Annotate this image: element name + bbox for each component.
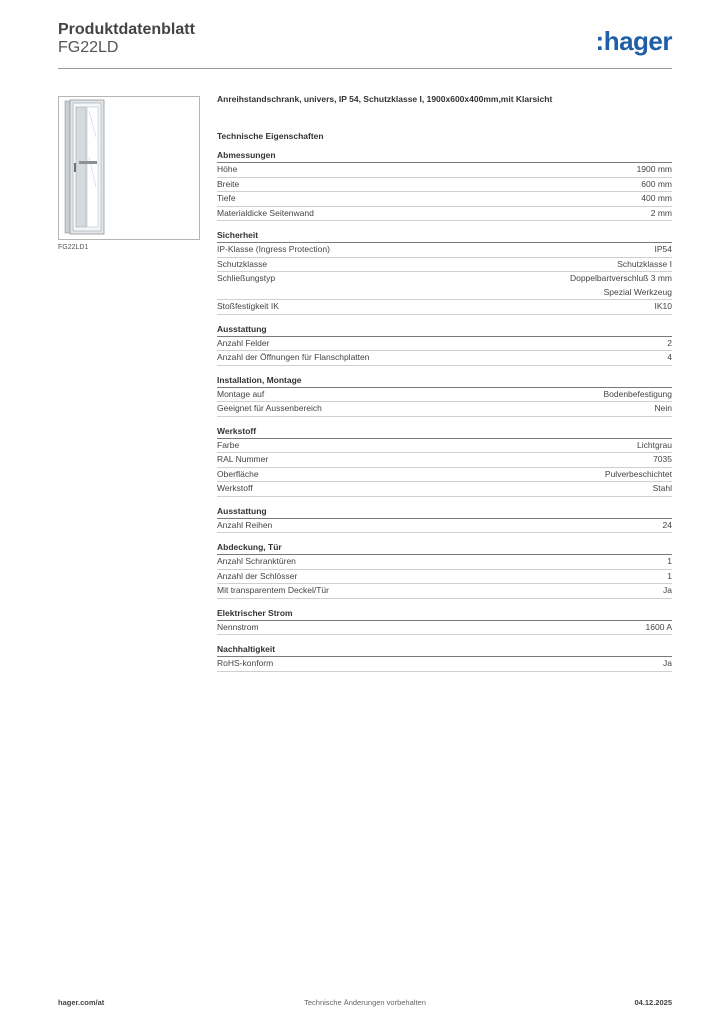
section-title: Nachhaltigkeit (217, 642, 672, 657)
section-title: Elektrischer Strom (217, 606, 672, 621)
section-title: Ausstattung (217, 322, 672, 337)
footer-notice: Technische Änderungen vorbehalten (304, 998, 426, 1007)
property-section (217, 504, 672, 534)
technical-properties-heading: Technische Eigenschaften (217, 131, 324, 141)
property-value: Doppelbartverschluß 3 mm Spezial Werkzeug (569, 273, 672, 297)
property-row (217, 337, 672, 352)
header-divider (58, 68, 672, 69)
property-value: Pulverbeschichtet (604, 468, 672, 479)
property-value: 2 (667, 337, 672, 348)
property-row (217, 519, 672, 534)
hager-logo: :hager (595, 26, 672, 56)
section-title: Ausstattung (217, 504, 672, 519)
property-label: Montage auf (217, 388, 265, 399)
property-value: 2 mm (650, 207, 672, 218)
property-label: RoHS-konform (217, 658, 274, 668)
footer-date: 04.12.2025 (634, 998, 672, 1007)
property-value: 24 (662, 519, 672, 530)
property-value: Schutzklasse I (617, 258, 672, 269)
property-row (217, 570, 672, 585)
property-row (217, 163, 672, 178)
property-label: Materialdicke Seitenwand (217, 207, 314, 218)
image-caption: FG22LD1 (58, 244, 89, 251)
property-row (217, 657, 672, 672)
property-value: Ja (663, 658, 672, 668)
property-row (217, 482, 672, 497)
property-value: Stahl (652, 483, 672, 493)
property-label: Mit transparentem Deckel/Tür (217, 585, 329, 595)
property-row (217, 300, 672, 315)
property-row (217, 453, 672, 468)
property-label: IP-Klasse (Ingress Protection) (217, 244, 330, 254)
property-sections (217, 148, 672, 672)
property-value: Ja (663, 585, 672, 595)
property-value: 1600 A (645, 621, 672, 632)
property-section (217, 148, 672, 221)
property-label: Schließungstyp (217, 273, 276, 283)
property-section (217, 322, 672, 366)
property-label: Tiefe (217, 193, 236, 203)
cabinet-illustration (59, 97, 199, 239)
property-row (217, 468, 672, 483)
property-section (217, 424, 672, 497)
property-label: Farbe (217, 439, 240, 450)
property-label: Anzahl Reihen (217, 519, 273, 530)
property-row (217, 439, 672, 454)
property-label: Schutzklasse (217, 258, 268, 269)
property-label: Breite (217, 178, 240, 189)
property-label: Oberfläche (217, 468, 259, 479)
property-label: Nennstrom (217, 621, 259, 632)
property-row (217, 258, 672, 273)
footer-website: hager.com/at (58, 998, 105, 1007)
property-label: Werkstoff (217, 483, 253, 493)
section-title: Abdeckung, Tür (217, 540, 672, 555)
property-label: Stoßfestigkeit IK (217, 301, 279, 311)
property-label: Anzahl Felder (217, 337, 270, 348)
property-label: Anzahl der Schlösser (217, 570, 298, 581)
property-label: Geeignet für Aussenbereich (217, 403, 322, 413)
section-title: Werkstoff (217, 424, 672, 439)
property-value: 1900 mm (636, 164, 672, 174)
property-value: 1 (667, 570, 672, 581)
property-label: Höhe (217, 164, 238, 174)
section-title: Abmessungen (217, 148, 672, 163)
product-code: FG22LD (58, 39, 119, 56)
property-value: Nein (654, 403, 672, 413)
property-value: Lichtgrau (637, 439, 672, 450)
property-row (217, 178, 672, 193)
property-row (217, 351, 672, 366)
product-description: Anreihstandschrank, univers, IP 54, Schutzklasse I, 1900x600x400mm,mit Klarsicht (217, 94, 553, 104)
document-title: Produktdatenblatt (58, 21, 195, 38)
property-label: Anzahl der Öffnungen für Flanschplatten (217, 352, 370, 362)
property-value: IK10 (654, 301, 672, 311)
section-title: Installation, Montage (217, 373, 672, 388)
page-header (58, 20, 672, 70)
property-value: 600 mm (641, 178, 672, 189)
property-value: 1 (667, 556, 672, 566)
property-value: 400 mm (641, 193, 672, 203)
property-row (217, 207, 672, 222)
property-row (217, 402, 672, 417)
property-label: Anzahl Schranktüren (217, 556, 296, 566)
property-row (217, 555, 672, 570)
page-footer (58, 998, 672, 1012)
main-content (217, 92, 672, 679)
property-value: 7035 (653, 454, 672, 464)
property-section (217, 642, 672, 672)
property-row (217, 584, 672, 599)
property-row (217, 192, 672, 207)
property-row (217, 388, 672, 403)
property-row (217, 272, 672, 300)
property-value: 4 (667, 352, 672, 362)
property-section (217, 540, 672, 599)
property-value: IP54 (654, 244, 672, 254)
property-section (217, 228, 672, 315)
property-label: RAL Nummer (217, 454, 269, 464)
product-image (58, 96, 200, 240)
property-value: Bodenbefestigung (603, 388, 672, 399)
property-row (217, 243, 672, 258)
property-section (217, 606, 672, 636)
property-section (217, 373, 672, 417)
property-row (217, 621, 672, 636)
section-title: Sicherheit (217, 228, 672, 243)
